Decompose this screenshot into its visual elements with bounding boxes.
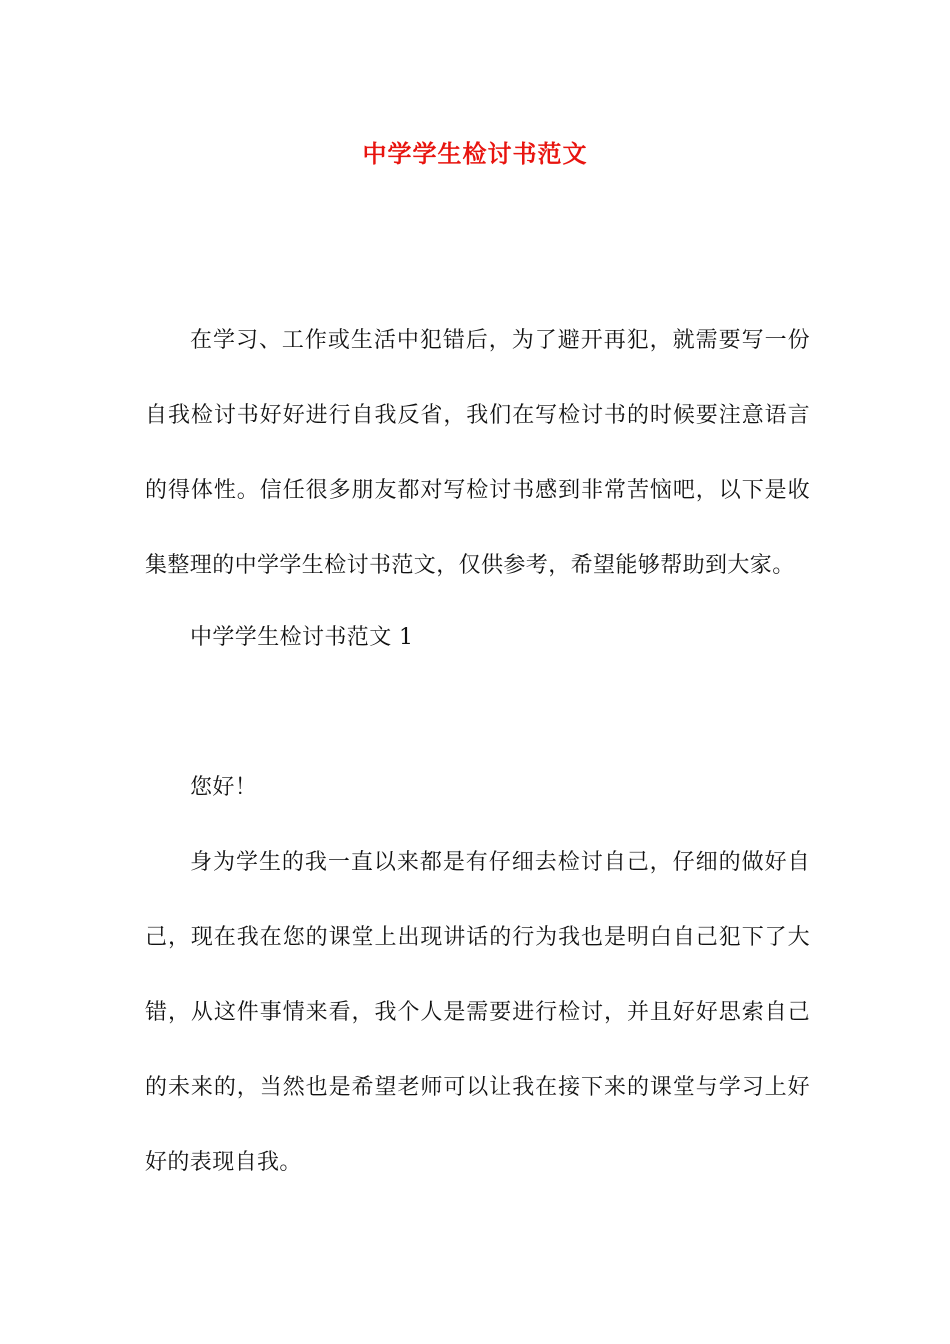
- intro-paragraph: 在学习、工作或生活中犯错后，为了避开再犯，就需要写一份自我检讨书好好进行自我反省，我们在写检讨书的时候要注意语言的得体性。信任很多朋友都对写检讨书感到非常苦恼吧，以下是收集整理的中学学生检讨书范文，仅供参考，希望能够帮助到大家。: [145, 328, 810, 578]
- greeting-line: 您好！: [190, 775, 258, 800]
- document-title: 中学学生检讨书范文: [362, 139, 588, 168]
- body-paragraph: 身为学生的我一直以来都是有仔细去检讨自己，仔细的做好自己，现在我在您的课堂上出现讲话的行为我也是明白自己犯下了大错，从这件事情来看，我个人是需要进行检讨，并且好好思索自己的未来的，当然也是希望老师可以让我在接下来的课堂与学习上好好的表现自我。: [145, 850, 810, 1175]
- section-heading: 中学学生检讨书范文 1: [190, 625, 414, 650]
